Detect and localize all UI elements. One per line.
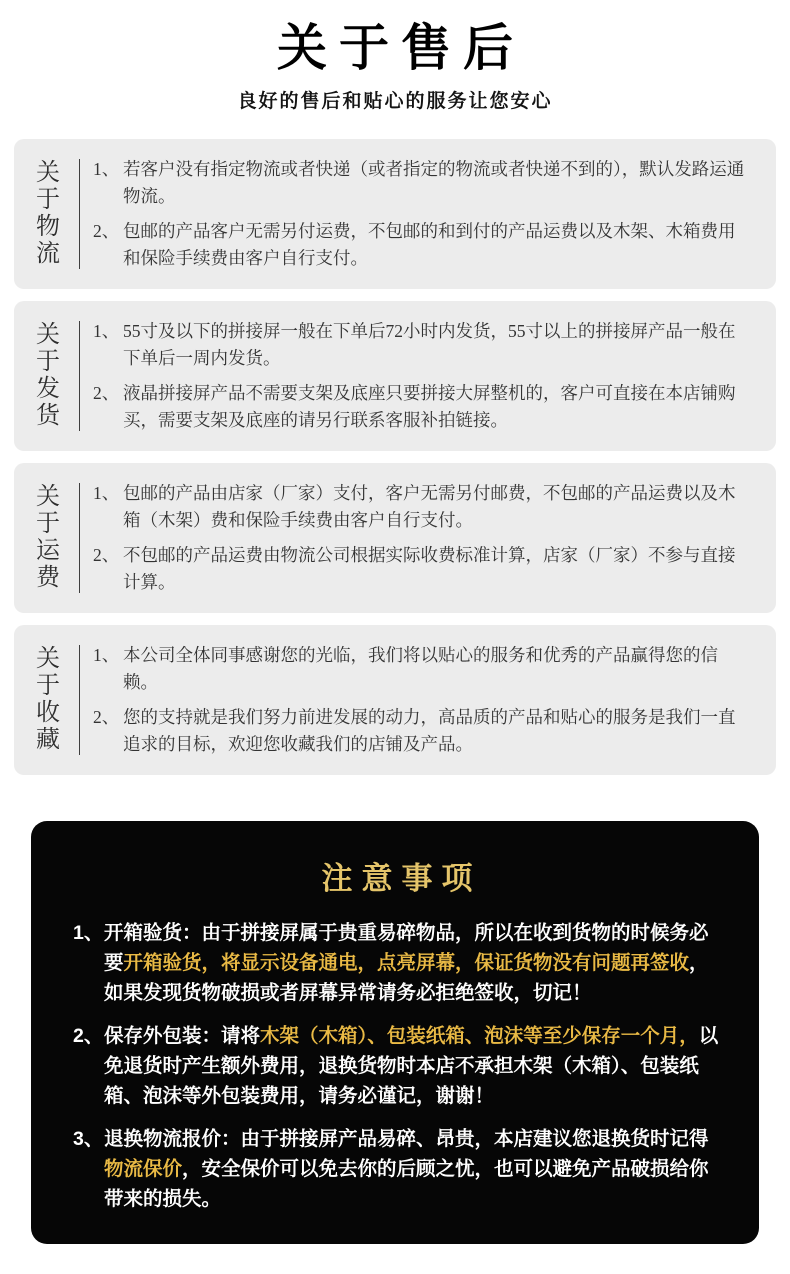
notice-list-item xyxy=(73,918,721,1008)
notice-panel xyxy=(31,821,759,1244)
plain-text: 退换物流报价：由于拼接屏产品易碎、昂贵，本店建议您退换货时记得 xyxy=(104,1128,709,1150)
service-card xyxy=(14,463,776,613)
service-sections xyxy=(14,139,776,775)
item-number: 2、 xyxy=(93,545,120,565)
item-text: 本公司全体同事感谢您的光临，我们将以贴心的服务和优秀的产品赢得您的信赖。 xyxy=(123,645,718,692)
item-text: 液晶拼接屏产品不需要支架及底座只要拼接大屏整机的，客户可直接在本店铺购买，需要支架及底座的请另行联系客服补拍链接。 xyxy=(123,383,736,430)
service-card-label: 关于发货 xyxy=(36,322,60,429)
list-item xyxy=(93,380,750,434)
service-card xyxy=(14,301,776,451)
item-text xyxy=(104,918,721,1008)
item-number: 1、 xyxy=(93,483,120,503)
page-subtitle: 良好的售后和贴心的服务让您安心 xyxy=(237,91,553,112)
service-card-label: 关于收藏 xyxy=(36,646,60,753)
highlighted-text: 物流保价 xyxy=(104,1158,183,1180)
item-text: 您的支持就是我们努力前进发展的动力，高品质的产品和贴心的服务是我们一直追求的目标，欢迎您收藏我们的店铺及产品。 xyxy=(123,707,736,754)
service-card-content xyxy=(80,642,750,758)
item-number: 3、 xyxy=(73,1128,104,1150)
bottom-spacer xyxy=(0,1244,790,1274)
service-card-content xyxy=(80,480,750,596)
item-text: 包邮的产品客户无需另付运费，不包邮的和到付的产品运费以及木架、木箱费用和保险手续费由客户自行支付。 xyxy=(123,221,736,268)
item-number: 1、 xyxy=(93,159,120,179)
item-text: 包邮的产品由店家（厂家）支付，客户无需另付邮费，不包邮的产品运费以及木箱（木架）费和保险手续费由客户自行支付。 xyxy=(123,483,736,530)
item-text xyxy=(104,1021,721,1111)
notice-title: 注意事项 xyxy=(321,861,482,896)
service-card-label: 关于运费 xyxy=(36,484,60,591)
item-number: 1、 xyxy=(93,321,120,341)
item-text: 55寸及以下的拼接屏一般在下单后72小时内发货，55寸以上的拼接屏产品一般在下单后一周内发货。 xyxy=(123,321,736,368)
list-item xyxy=(93,480,750,534)
list-item xyxy=(93,642,750,696)
list-item xyxy=(93,704,750,758)
service-card-content xyxy=(80,156,750,272)
item-number: 2、 xyxy=(93,707,120,727)
item-number: 1、 xyxy=(93,645,120,665)
plain-text: 开箱验货：由于拼接屏属于贵重易碎物品，所以在收到货物的时候务必要 xyxy=(104,922,709,974)
item-number: 2、 xyxy=(93,383,120,403)
notice-list-item xyxy=(73,1021,721,1111)
service-card xyxy=(14,139,776,289)
plain-text: ，安全保价可以免去你的后顾之忧，也可以避免产品破损给你带来的损失。 xyxy=(104,1158,709,1210)
list-item xyxy=(93,542,750,596)
plain-text: ，如果发现货物破损或者屏幕异常请务必拒绝签收，切记！ xyxy=(104,952,709,1004)
plain-text: 保存外包装：请将 xyxy=(104,1025,261,1047)
service-card-label: 关于物流 xyxy=(36,160,60,267)
page-title: 关于售后 xyxy=(277,20,525,76)
list-item xyxy=(93,218,750,272)
item-text: 不包邮的产品运费由物流公司根据实际收费标准计算，店家（厂家）不参与直接计算。 xyxy=(123,545,736,592)
service-card-content xyxy=(80,318,750,434)
page-header xyxy=(0,0,790,113)
item-number: 1、 xyxy=(73,922,104,944)
item-text: 若客户没有指定物流或者快递（或者指定的物流或者快递不到的），默认发路运通物流。 xyxy=(123,159,745,206)
list-item xyxy=(93,318,750,372)
plain-text: 以免退货时产生额外费用，退换货物时本店不承担木架（木箱）、包装纸箱、泡沫等外包装费用，请务必谨记，谢谢！ xyxy=(104,1025,719,1107)
service-card xyxy=(14,625,776,775)
item-number: 2、 xyxy=(73,1025,104,1047)
item-number: 2、 xyxy=(93,221,120,241)
list-item xyxy=(93,156,750,210)
notice-items xyxy=(73,918,721,1214)
highlighted-text: 木架（木箱）、包装纸箱、泡沫等至少保存一个月， xyxy=(260,1025,699,1047)
highlighted-text: 开箱验货，将显示设备通电，点亮屏幕，保证货物没有问题再签收 xyxy=(123,952,690,974)
